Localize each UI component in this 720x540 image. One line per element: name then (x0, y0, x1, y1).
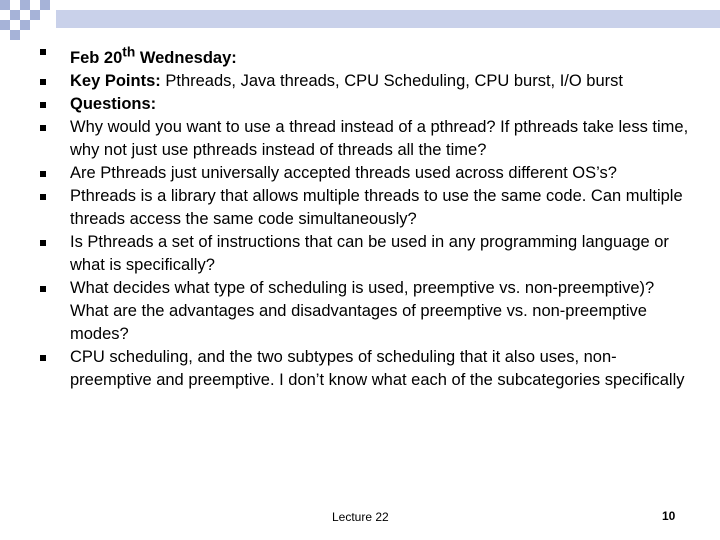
header-square (30, 10, 40, 20)
bullet-square-icon (40, 286, 46, 292)
question-text: Are Pthreads just universally accepted threads used across different OS’s? (70, 163, 617, 182)
header-square (20, 0, 30, 10)
bullet-square-icon (40, 240, 46, 246)
bullet-square-icon (40, 49, 46, 55)
header-square (0, 0, 10, 10)
bullet-questions (40, 93, 690, 116)
question-text: Pthreads is a library that allows multiple threads to use the same code. Can multiple threads access the same code simultaneously? (70, 186, 683, 228)
bullet-square-icon (40, 102, 46, 108)
bullet-question (40, 277, 690, 346)
key-points-label: Key Points: (70, 71, 161, 90)
bullet-square-icon (40, 194, 46, 200)
bullet-date (40, 40, 690, 70)
header-square (20, 20, 30, 30)
bullet-list (40, 40, 690, 392)
slide-footer: Lecture 22 (332, 510, 389, 524)
bullet-square-icon (40, 79, 46, 85)
bullet-square-icon (40, 125, 46, 131)
date-heading: Feb 20th Wednesday: (70, 44, 237, 67)
bullet-question (40, 162, 690, 185)
bullet-question (40, 116, 690, 162)
header-decoration (0, 0, 720, 40)
header-square (10, 30, 20, 40)
question-text: Is Pthreads a set of instructions that can be used in any programming language or what is specifically? (70, 232, 669, 274)
question-text: CPU scheduling, and the two subtypes of scheduling that it also uses, non-preemptive and preemptive. I don’t know what each of the subcategories specifically (70, 347, 685, 389)
bullet-question (40, 346, 690, 392)
key-points-text: Pthreads, Java threads, CPU Scheduling, CPU burst, I/O burst (160, 71, 623, 90)
bullet-question (40, 185, 690, 231)
questions-label: Questions: (70, 94, 157, 113)
bullet-key-points (40, 70, 690, 93)
header-bar (56, 10, 720, 28)
header-square (0, 20, 10, 30)
question-text: What decides what type of scheduling is used, preemptive vs. non-preemptive)? What are the advantages and disadvantages of preemptive vs. non-preemptive modes? (70, 278, 655, 343)
question-text: Why would you want to use a thread instead of a pthread? If pthreads take less time, why not just use pthreads instead of threads all the time? (70, 117, 689, 159)
bullet-square-icon (40, 171, 46, 177)
bullet-square-icon (40, 355, 46, 361)
header-square (40, 0, 50, 10)
header-square (10, 10, 20, 20)
bullet-question (40, 231, 690, 277)
page-number: 10 (662, 509, 676, 523)
